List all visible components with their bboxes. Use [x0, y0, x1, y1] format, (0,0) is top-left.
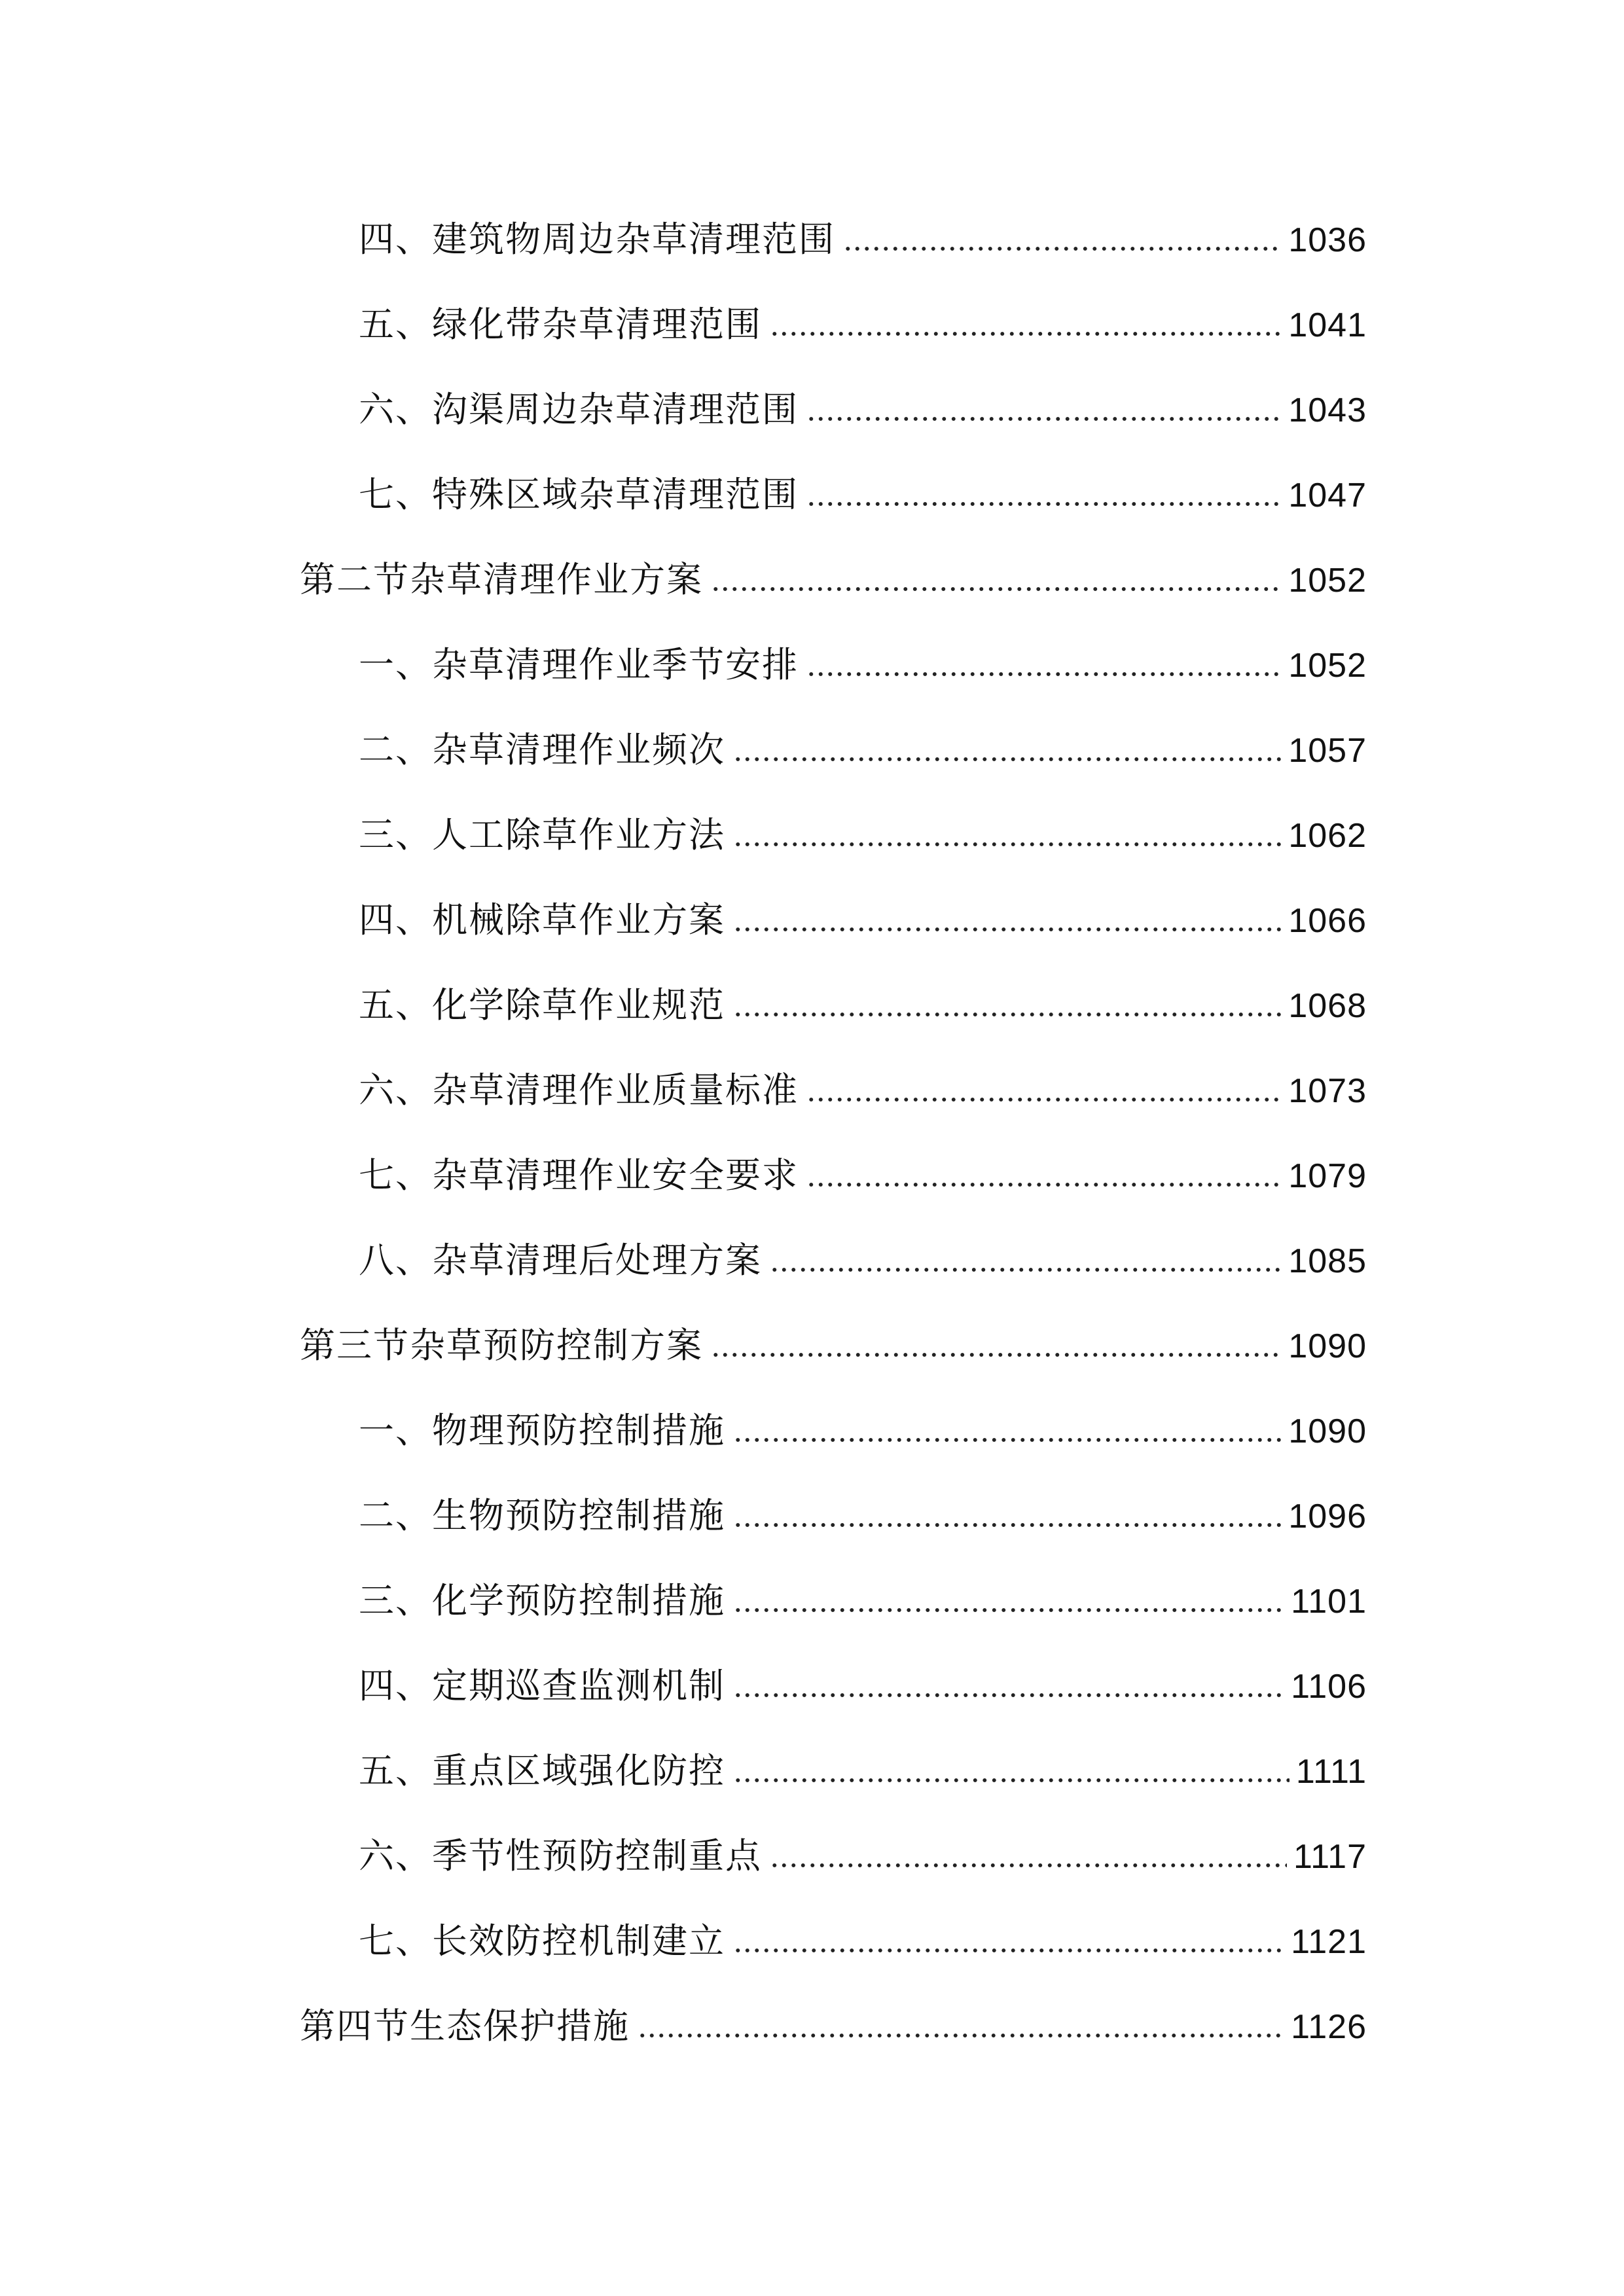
- toc-entry[interactable]: [359, 1915, 1367, 1967]
- toc-entry-title: 三、化学预防控制措施: [359, 1580, 725, 1621]
- toc-entry-page: 1052: [1288, 647, 1367, 685]
- toc-entry-page: 1047: [1288, 476, 1367, 514]
- dot-leader: [770, 331, 1282, 337]
- toc-entry-title: 二、杂草清理作业频次: [359, 729, 725, 770]
- dot-leader: [733, 1522, 1282, 1528]
- toc-entry-page: 1073: [1288, 1072, 1367, 1110]
- dot-leader: [733, 1011, 1282, 1018]
- toc-entry-title: 二、生物预防控制措施: [359, 1495, 725, 1536]
- toc-entry[interactable]: [359, 979, 1367, 1031]
- dot-leader: [806, 501, 1282, 507]
- toc-entry[interactable]: [359, 1660, 1367, 1712]
- dot-leader: [638, 2032, 1284, 2039]
- toc-entry-title: 四、建筑物周边杂草清理范围: [359, 219, 835, 260]
- toc-entry[interactable]: [359, 1490, 1367, 1542]
- dot-leader: [711, 1352, 1282, 1358]
- toc-section-entry[interactable]: [300, 2000, 1367, 2053]
- toc-entry-title: 三、人工除草作业方法: [359, 814, 725, 855]
- toc-entry-title: 六、沟渠周边杂草清理范围: [359, 389, 799, 430]
- toc-entry-title: 第二节杂草清理作业方案: [300, 559, 703, 600]
- toc-entry[interactable]: [359, 639, 1367, 691]
- dot-leader: [806, 416, 1282, 422]
- dot-leader: [843, 245, 1282, 252]
- toc-entry[interactable]: [359, 298, 1367, 351]
- toc-entry-title: 七、特殊区域杂草清理范围: [359, 474, 799, 515]
- toc-entry[interactable]: [359, 1830, 1367, 1882]
- toc-entry[interactable]: [359, 213, 1367, 266]
- toc-entry-title: 七、长效防控机制建立: [359, 1920, 725, 1962]
- toc-section-entry[interactable]: [300, 1319, 1367, 1372]
- toc-entry-page: 1090: [1288, 1327, 1367, 1365]
- toc-section-entry[interactable]: [300, 554, 1367, 606]
- toc-entry-title: 第三节杂草预防控制方案: [300, 1325, 703, 1366]
- toc-entry-page: 1066: [1288, 902, 1367, 940]
- dot-leader: [733, 1947, 1284, 1954]
- dot-leader: [806, 671, 1282, 677]
- dot-leader: [770, 1862, 1287, 1869]
- dot-leader: [806, 1096, 1282, 1103]
- toc-entry[interactable]: [359, 1149, 1367, 1202]
- toc-entry-page: 1106: [1291, 1668, 1367, 1706]
- toc-entry-page: 1101: [1291, 1583, 1367, 1621]
- toc-entry[interactable]: [359, 1234, 1367, 1287]
- dot-leader: [770, 1266, 1282, 1273]
- dot-leader: [733, 926, 1282, 933]
- toc-entry[interactable]: [359, 724, 1367, 776]
- toc-entry[interactable]: [359, 1745, 1367, 1797]
- toc-entry-page: 1062: [1288, 817, 1367, 855]
- toc-entry[interactable]: [359, 1405, 1367, 1457]
- toc-entry-page: 1090: [1288, 1412, 1367, 1450]
- toc-entry-page: 1041: [1288, 306, 1367, 344]
- toc-entry-title: 六、季节性预防控制重点: [359, 1835, 762, 1876]
- toc-entry-title: 七、杂草清理作业安全要求: [359, 1155, 799, 1196]
- toc-entry-page: 1079: [1288, 1157, 1367, 1195]
- toc-entry-page: 1111: [1295, 1753, 1367, 1791]
- dot-leader: [733, 1777, 1290, 1784]
- toc-entry[interactable]: [359, 1064, 1367, 1117]
- toc-entry-page: 1052: [1288, 562, 1367, 600]
- dot-leader: [806, 1181, 1282, 1188]
- toc-entry-page: 1096: [1288, 1498, 1367, 1535]
- toc-entry[interactable]: [359, 469, 1367, 521]
- toc-entry-title: 四、定期巡查监测机制: [359, 1665, 725, 1706]
- toc-entry-page: 1085: [1288, 1242, 1367, 1280]
- toc-entry-page: 1068: [1288, 987, 1367, 1025]
- toc-entry-title: 五、化学除草作业规范: [359, 984, 725, 1026]
- dot-leader: [733, 756, 1282, 762]
- toc-entry-title: 六、杂草清理作业质量标准: [359, 1069, 799, 1111]
- dot-leader: [733, 1607, 1284, 1613]
- toc-entry-title: 五、重点区域强化防控: [359, 1750, 725, 1791]
- toc-entry-title: 八、杂草清理后处理方案: [359, 1240, 762, 1281]
- toc-entry[interactable]: [359, 809, 1367, 861]
- dot-leader: [733, 1437, 1282, 1443]
- toc-entry-page: 1036: [1288, 221, 1367, 259]
- dot-leader: [733, 841, 1282, 848]
- toc-entry-page: 1043: [1288, 391, 1367, 429]
- toc-entry[interactable]: [359, 384, 1367, 436]
- toc-entry-title: 四、机械除草作业方案: [359, 899, 725, 941]
- dot-leader: [711, 586, 1282, 592]
- toc-entry-page: 1121: [1291, 1923, 1367, 1961]
- toc-entry-title: 五、绿化带杂草清理范围: [359, 304, 762, 345]
- toc-entry-title: 第四节生态保护措施: [300, 2005, 630, 2047]
- toc-entry-page: 1126: [1291, 2008, 1367, 2046]
- dot-leader: [733, 1692, 1284, 1698]
- toc-entry[interactable]: [359, 894, 1367, 946]
- toc-entry-page: 1117: [1293, 1838, 1367, 1876]
- toc-entry-title: 一、物理预防控制措施: [359, 1410, 725, 1451]
- toc-entry[interactable]: [359, 1575, 1367, 1627]
- toc-entry-title: 一、杂草清理作业季节安排: [359, 644, 799, 685]
- toc-entry-page: 1057: [1288, 732, 1367, 770]
